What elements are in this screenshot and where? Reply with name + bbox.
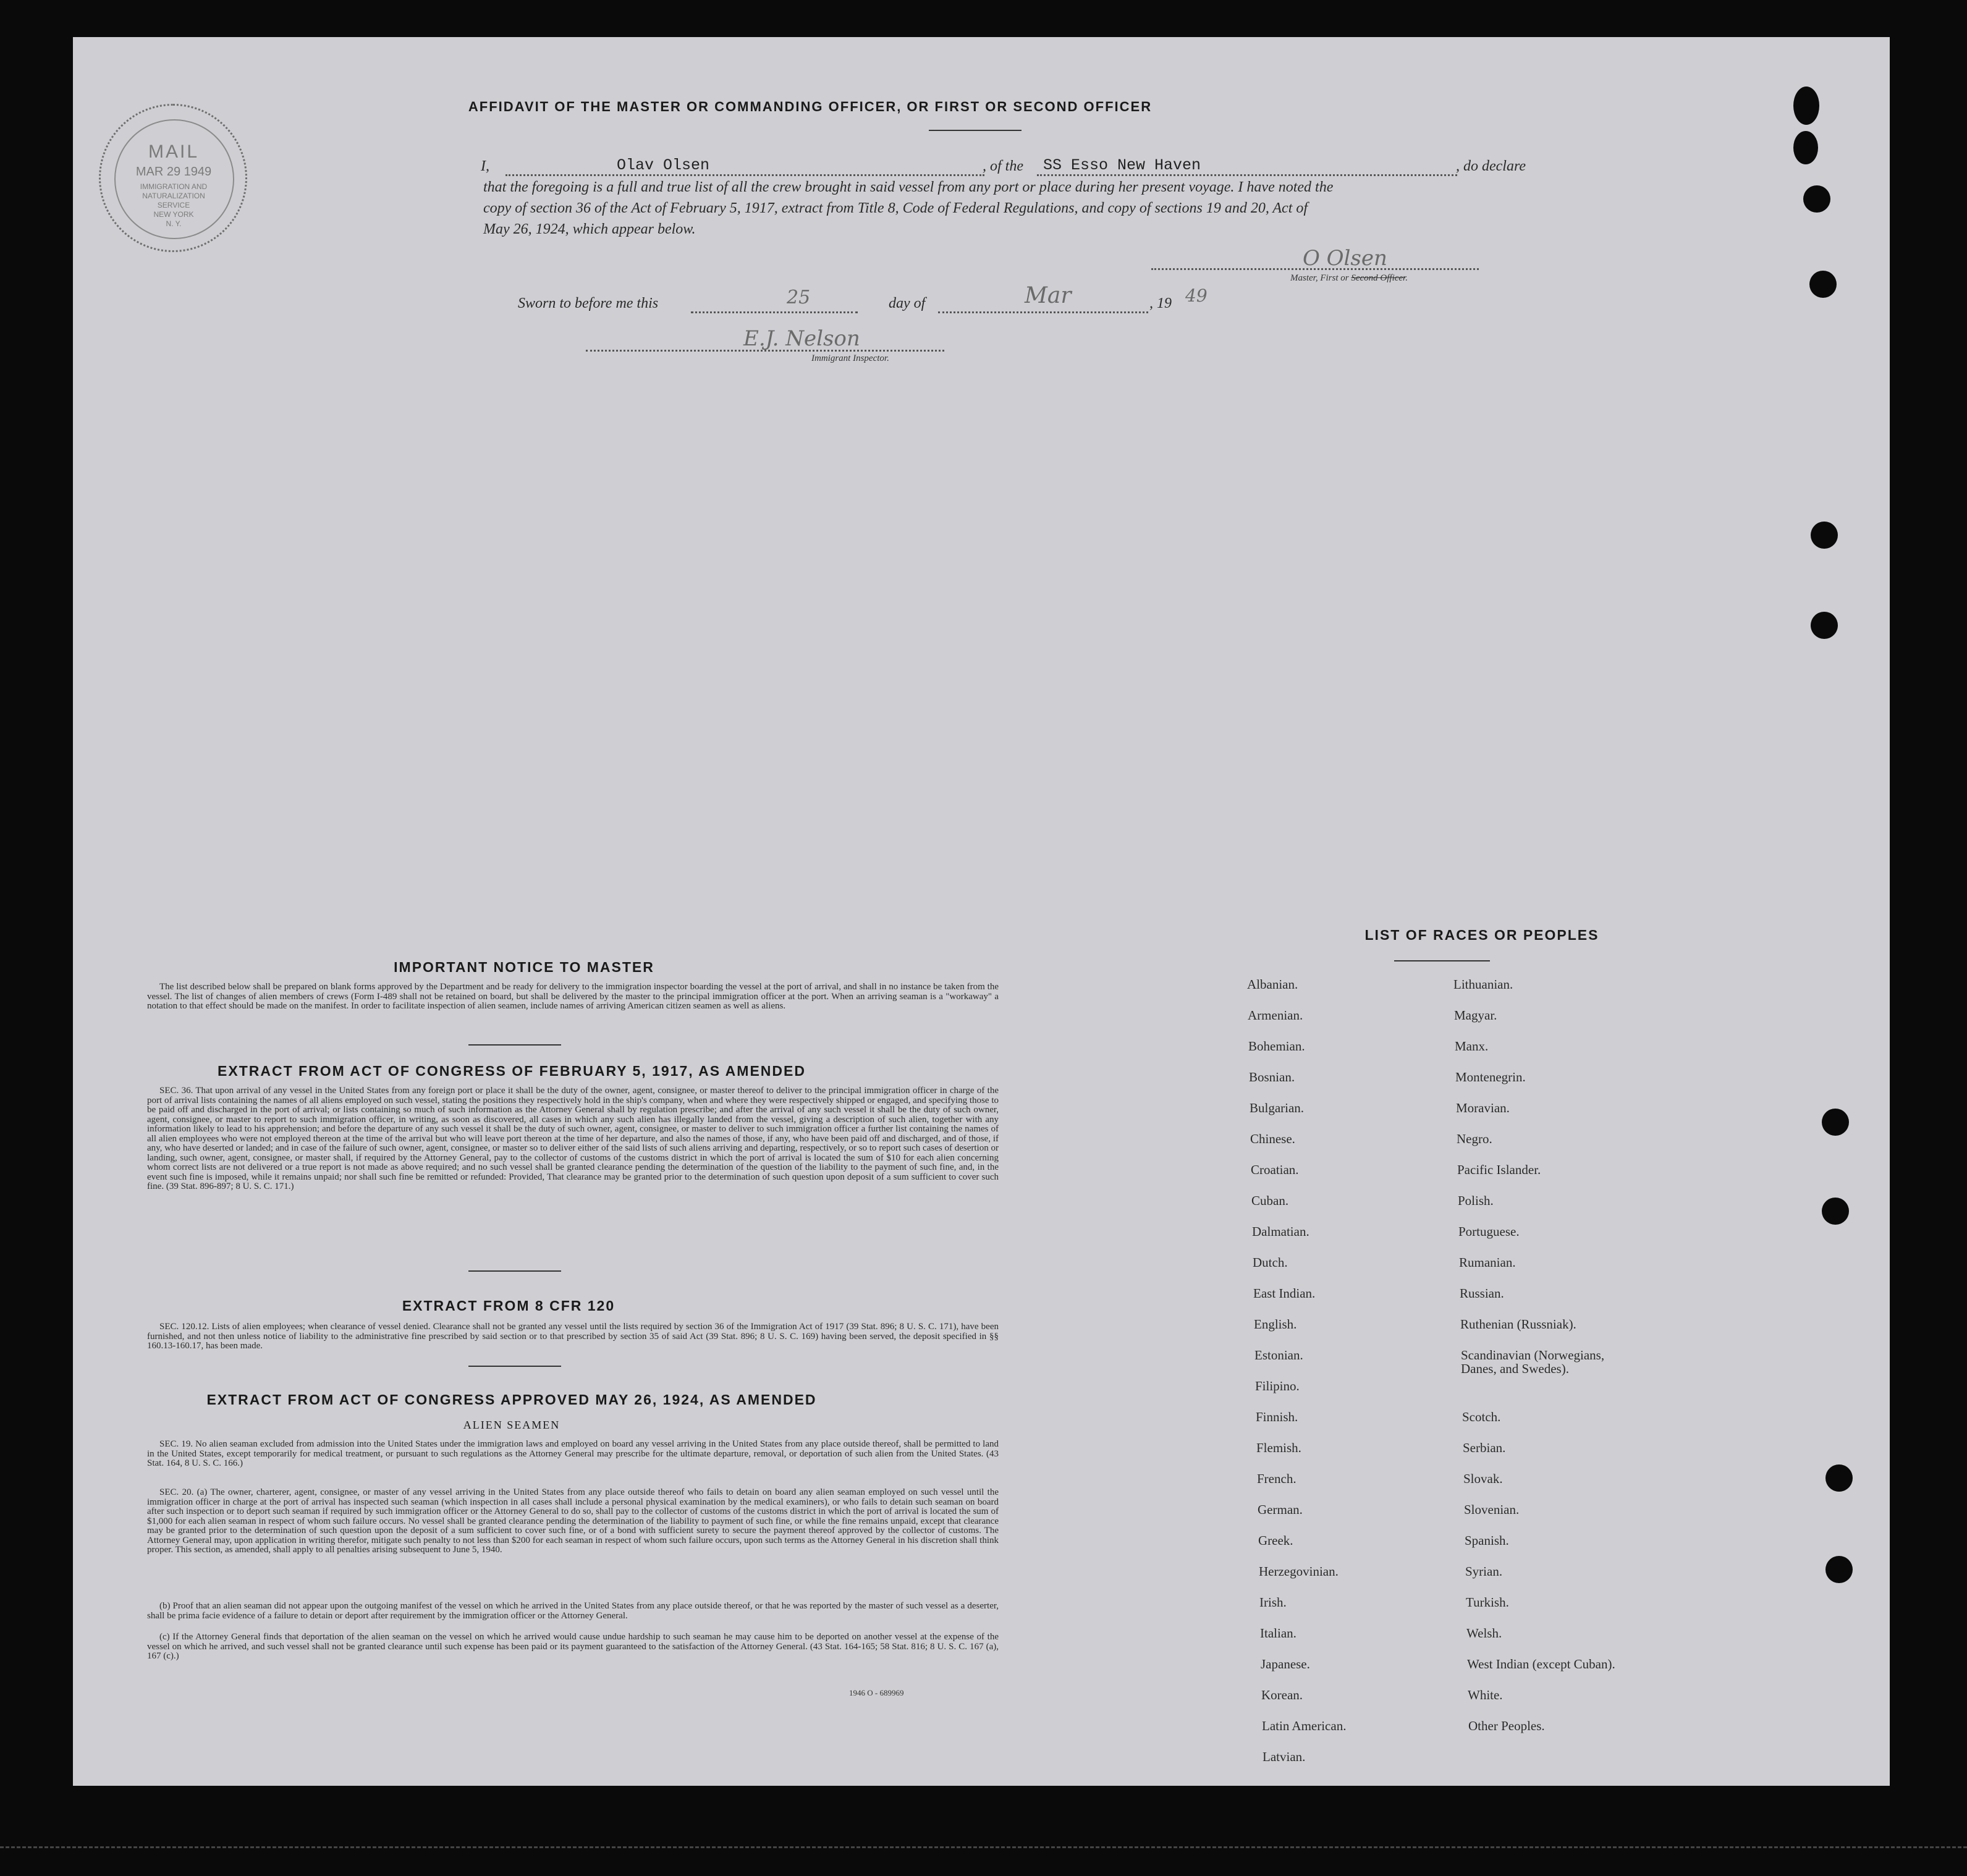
race-left-21: Italian. — [1260, 1626, 1297, 1641]
race-left-6: Croatian. — [1251, 1162, 1299, 1177]
binder-hole — [1793, 87, 1819, 125]
race-right-16: Slovak. — [1463, 1471, 1503, 1486]
race-left-14: Finnish. — [1256, 1409, 1298, 1424]
race-left-25: Latvian. — [1263, 1749, 1306, 1764]
extract-1924-title: EXTRACT FROM ACT OF CONGRESS APPROVED MAY 26, 1924, AS AMENDED — [206, 1392, 817, 1408]
title-rule — [929, 130, 1022, 131]
race-right-24: Other Peoples. — [1468, 1718, 1545, 1733]
of-the-label: , of the — [983, 158, 1023, 174]
race-right-18: Spanish. — [1465, 1533, 1509, 1548]
inspector-signature: E.J. Nelson — [743, 326, 860, 351]
race-right-10: Russian. — [1460, 1286, 1504, 1301]
race-right-1: Magyar. — [1454, 1008, 1497, 1023]
master-name-value: Olav Olsen — [617, 156, 710, 174]
affidavit-title: AFFIDAVIT OF THE MASTER OR COMMANDING OFFICER, OR FIRST OR SECOND OFFICER — [468, 99, 1153, 114]
race-right-14: Scotch. — [1462, 1409, 1501, 1424]
race-left-18: Greek. — [1258, 1533, 1293, 1548]
race-right-21: Welsh. — [1466, 1626, 1502, 1641]
race-right-2: Manx. — [1455, 1039, 1489, 1054]
extract-1924-subtitle: ALIEN SEAMEN — [463, 1419, 560, 1431]
notice-body: The list described below shall be prepared on blank forms approved by the Department and be ready for delivery to the immigration inspector boarding the vessel at the port of arrival, and shall in no instance be taken from the vessel. The list of changes of alien members of crews (Form I-489 shall not be retained on board, but shall be delivered by the master to the principal immigration officer at the port. When an arriving seaman is a "workaway" a notation to that effect should be made on the manifest. In order to facilitate inspection of alien seamen, include names of arriving American citizen seamen as well as aliens. — [147, 982, 999, 1011]
declare-label: , do declare — [1456, 158, 1526, 174]
race-left-17: German. — [1258, 1502, 1303, 1517]
race-right-6: Pacific Islander. — [1457, 1162, 1541, 1177]
stamp-line-7: N. Y. — [166, 219, 182, 228]
race-right-0: Lithuanian. — [1453, 977, 1513, 992]
race-left-15: Flemish. — [1256, 1440, 1301, 1455]
print-code: 1946 O - 689969 — [849, 1688, 904, 1697]
race-right-3: Montenegrin. — [1455, 1070, 1526, 1084]
race-left-19: Herzegovinian. — [1259, 1564, 1339, 1579]
postal-stamp — [99, 104, 247, 252]
race-right-12: Scandinavian (Norwegians, Danes, and Swedes). — [1461, 1348, 1605, 1376]
race-left-7: Cuban. — [1251, 1193, 1289, 1208]
master-caption — [1290, 273, 1408, 284]
stamp-line-3: IMMIGRATION AND — [140, 182, 208, 191]
race-left-9: Dutch. — [1253, 1255, 1288, 1270]
race-left-2: Bohemian. — [1248, 1039, 1305, 1054]
master-caption-post: . — [1405, 273, 1408, 283]
race-right-9: Rumanian. — [1459, 1255, 1516, 1270]
race-right-5: Negro. — [1457, 1131, 1492, 1146]
year-suffix-value: 49 — [1185, 285, 1208, 306]
notice-title: IMPORTANT NOTICE TO MASTER — [394, 959, 654, 975]
race-left-10: East Indian. — [1253, 1286, 1316, 1301]
races-title: LIST OF RACES OR PEOPLES — [1364, 927, 1599, 943]
sworn-day-value: 25 — [787, 287, 811, 308]
extract-1924-sec20a: SEC. 20. (a) The owner, charterer, agent, consignee, or master of any vessel arriving in the United States from any place outside thereof who fails to detain on board any alien seaman employed on such vessel until the immigration officer in charge at the port of arrival has inspected such seaman (which inspection in all cases shall include a personal physical examination by the medical examiners), or who fails to detain such seaman on board after such inspection or to deport such seaman if required by such immigration officer or the Attorney General to do so, shall pay to the collector of customs of the customs district in which the port of arrival is located the sum of $1,000 for each alien seaman in respect of whom such failure occurs. No vessel shall be granted clearance pending the determination of the liability to payment of such fine, or while the fine remains unpaid, except that clearance may be granted prior to the determination of such question upon the deposit of a sum sufficient to cover such fine, or of a bond with sufficient surety to secure the payment thereof approved by the collector of customs. The Attorney General may, upon application in writing therefor, mitigate such penalty to not less than $200 for each seaman in respect of whom such failure occurs, upon such terms as the Attorney General in his discretion shall think proper. This section, as amended, shall apply to all penalties arising subsequent to June 5, 1940. — [147, 1487, 999, 1555]
binder-hole — [1793, 131, 1818, 164]
race-right-17: Slovenian. — [1464, 1502, 1520, 1517]
master-signature: O Olsen — [1303, 246, 1387, 271]
master-caption-pre: Master, First or — [1290, 273, 1352, 283]
day-of-label: day of — [889, 295, 926, 311]
binder-hole — [1809, 271, 1837, 298]
stamp-line-2: MAR 29 1949 — [135, 165, 212, 179]
binder-hole — [1825, 1556, 1853, 1583]
race-left-8: Dalmatian. — [1252, 1224, 1309, 1239]
race-left-13: Filipino. — [1255, 1379, 1300, 1393]
sworn-month-value: Mar — [1025, 283, 1072, 308]
declaration-body-2: copy of section 36 of the Act of February 5, 1917, extract from Title 8, Code of Federal Regulations, and copy of sections 19 and 20, Act of — [483, 200, 1308, 216]
extract-1924-sec19: SEC. 19. No alien seaman excluded from admission into the United States under the immigration laws and employed on board any vessel arriving in the United States from any place outside thereof, shall be permitted to land in the United States, except temporarily for medical treatment, or pursuant to such regulations as the Attorney General may prescribe for the ultimate departure, removal, or deportation of such alien from the United States. (43 Stat. 164, 8 U. S. C. 166.) — [147, 1439, 999, 1468]
notice-rule — [468, 1044, 561, 1046]
inspector-caption: Immigrant Inspector. — [811, 353, 889, 363]
binder-hole — [1811, 522, 1838, 549]
race-left-0: Albanian. — [1247, 977, 1298, 992]
race-right-20: Turkish. — [1466, 1595, 1509, 1610]
extract-1917-body: SEC. 36. That upon arrival of any vessel in the United States from any foreign port or place it shall be the duty of the owner, agent, consignee, or master thereof to deliver to the principal immigration officer in charge of the port of arrival lists containing the names of all aliens employed on such vessel, stating the positions they respectively hold in the ship's company, when and where they were respectively shipped or engaged, and specifying those to be paid off and discharged in the port of arrival; or lists containing so much of such information as the Attorney General shall by regulation prescribe; and after the arrival of any such vessel it shall be the duty of such owner, agent, consignee, or master to report to such immigration officer, in writing, as soon as discovered, all cases in which any such alien has illegally landed from the vessel, giving a description of such alien, together with any information likely to lead to his apprehension; and before the departure of any such vessel it shall be the duty of such owner, agent, consignee, or master to deliver to such immigration officer a further list containing the names of all alien employees who were not employed thereon at the time of the arrival but who will leave port thereon at the time of her departure, and also the names of those, if any, who have been paid off and discharged, and of those, if any, who have deserted or landed; and in case of the failure of such owner, agent, consignee, or master so to deliver either of the said lists of such aliens arriving and departing, respectively, or so to report such cases of desertion or landing, such owner, agent, consignee, or master shall, if required by the Attorney General, pay to the collector of customs of the customs district in which the port of arrival is located the sum of $10 for each alien concerning whom correct lists are not delivered or a true report is not made as above required; and no such vessel shall be granted clearance pending the determination of the question of the liability to the payment of such fine, and, in the event such fine is imposed, while it remains unpaid; nor shall such fine be remitted or refunded: Provided, That clearance may be granted prior to the determination of such question upon deposit of a sum sufficient to cover such fine. (39 Stat. 896-897; 8 U. S. C. 171.) — [147, 1086, 999, 1191]
binder-hole — [1803, 185, 1830, 213]
race-left-4: Bulgarian. — [1250, 1101, 1305, 1115]
race-left-20: Irish. — [1259, 1595, 1287, 1610]
declaration-body-1: that the foregoing is a full and true list of all the crew brought in said vessel from any port or place during her present voyage. I have noted the — [483, 179, 1334, 195]
i-label: I, — [481, 158, 489, 174]
stamp-line-6: NEW YORK — [153, 210, 194, 219]
vessel-name-value: SS Esso New Haven — [1043, 156, 1201, 174]
extract-1924-sec20c: (c) If the Attorney General finds that deportation of the alien seaman on the vessel on which he arrived would cause undue hardship to such seaman he may cause him to be deported on another vessel at the expense of the vessel on which he arrived, and such vessel shall not be granted clearance until such expense has been paid or its payment guaranteed to the satisfaction of the Attorney General. (43 Stat. 164-165; 58 Stat. 816; 8 U. S. C. 167 (a), 167 (c).) — [147, 1632, 999, 1661]
extract-8cfr-title: EXTRACT FROM 8 CFR 120 — [402, 1298, 615, 1314]
race-left-1: Armenian. — [1248, 1008, 1303, 1023]
extract-8cfr-rule — [468, 1366, 561, 1367]
race-left-3: Bosnian. — [1249, 1070, 1295, 1084]
vessel-name-dots — [1037, 174, 1457, 176]
binder-hole — [1825, 1464, 1853, 1492]
binder-hole — [1822, 1109, 1849, 1136]
race-left-12: Estonian. — [1254, 1348, 1303, 1363]
film-edge-line — [0, 1846, 1967, 1848]
year-prefix-label: , 19 — [1149, 295, 1172, 311]
binder-hole — [1822, 1198, 1849, 1225]
race-left-16: French. — [1257, 1471, 1297, 1486]
extract-8cfr-body: SEC. 120.12. Lists of alien employees; when clearance of vessel denied. Clearance shall not be granted any vessel until the lists required by section 36 of the Immigration Act of 1917 (39 Stat. 896; 8 U. S. C. 171), have been furnished, and not then unless notice of liability to the administrative fine prescribed by said section or to that prescribed by section 35 of said Act (39 Stat. 896; 8 U. S. C. 169) having been served, the deposit specified in §§ 160.13-160.17, has been made. — [147, 1322, 999, 1351]
race-left-5: Chinese. — [1250, 1131, 1295, 1146]
stamp-line-4: NATURALIZATION — [142, 192, 205, 200]
extract-1917-title: EXTRACT FROM ACT OF CONGRESS OF FEBRUARY 5, 1917, AS AMENDED — [218, 1063, 806, 1079]
race-right-11: Ruthenian (Russniak). — [1460, 1317, 1576, 1332]
race-right-7: Polish. — [1458, 1193, 1494, 1208]
race-left-23: Korean. — [1261, 1688, 1303, 1702]
inspector-signature-dots — [586, 350, 944, 352]
master-caption-struck: Second Officer — [1351, 273, 1406, 283]
race-right-19: Syrian. — [1465, 1564, 1503, 1579]
race-left-11: English. — [1254, 1317, 1297, 1332]
race-right-22: West Indian (except Cuban). — [1467, 1657, 1615, 1671]
declaration-body-3: May 26, 1924, which appear below. — [483, 221, 696, 237]
master-signature-dots — [1151, 268, 1479, 270]
race-left-22: Japanese. — [1261, 1657, 1310, 1671]
race-right-23: White. — [1468, 1688, 1503, 1702]
master-name-dots — [505, 174, 984, 176]
races-rule — [1394, 960, 1490, 961]
race-right-8: Portuguese. — [1458, 1224, 1520, 1239]
stamp-line-1: MAIL — [148, 142, 200, 162]
sworn-month-dots — [938, 311, 1148, 313]
extract-1924-sec20b: (b) Proof that an alien seaman did not appear upon the outgoing manifest of the vessel on which he arrived in the United States from any place outside thereof, or that he was reported by the master of such vessel as a deserter, shall be prima facie evidence of a failure to detain or deport after requirement by the immigration officer or the Attorney General. — [147, 1601, 999, 1621]
extract-1917-rule — [468, 1270, 561, 1272]
race-right-15: Serbian. — [1463, 1440, 1506, 1455]
binder-hole — [1811, 612, 1838, 639]
race-right-4: Moravian. — [1456, 1101, 1510, 1115]
sworn-label: Sworn to before me this — [518, 295, 659, 311]
stamp-line-5: SERVICE — [157, 201, 190, 209]
race-left-24: Latin American. — [1262, 1718, 1347, 1733]
document-sheet — [73, 37, 1890, 1786]
sworn-day-dots — [691, 311, 858, 313]
